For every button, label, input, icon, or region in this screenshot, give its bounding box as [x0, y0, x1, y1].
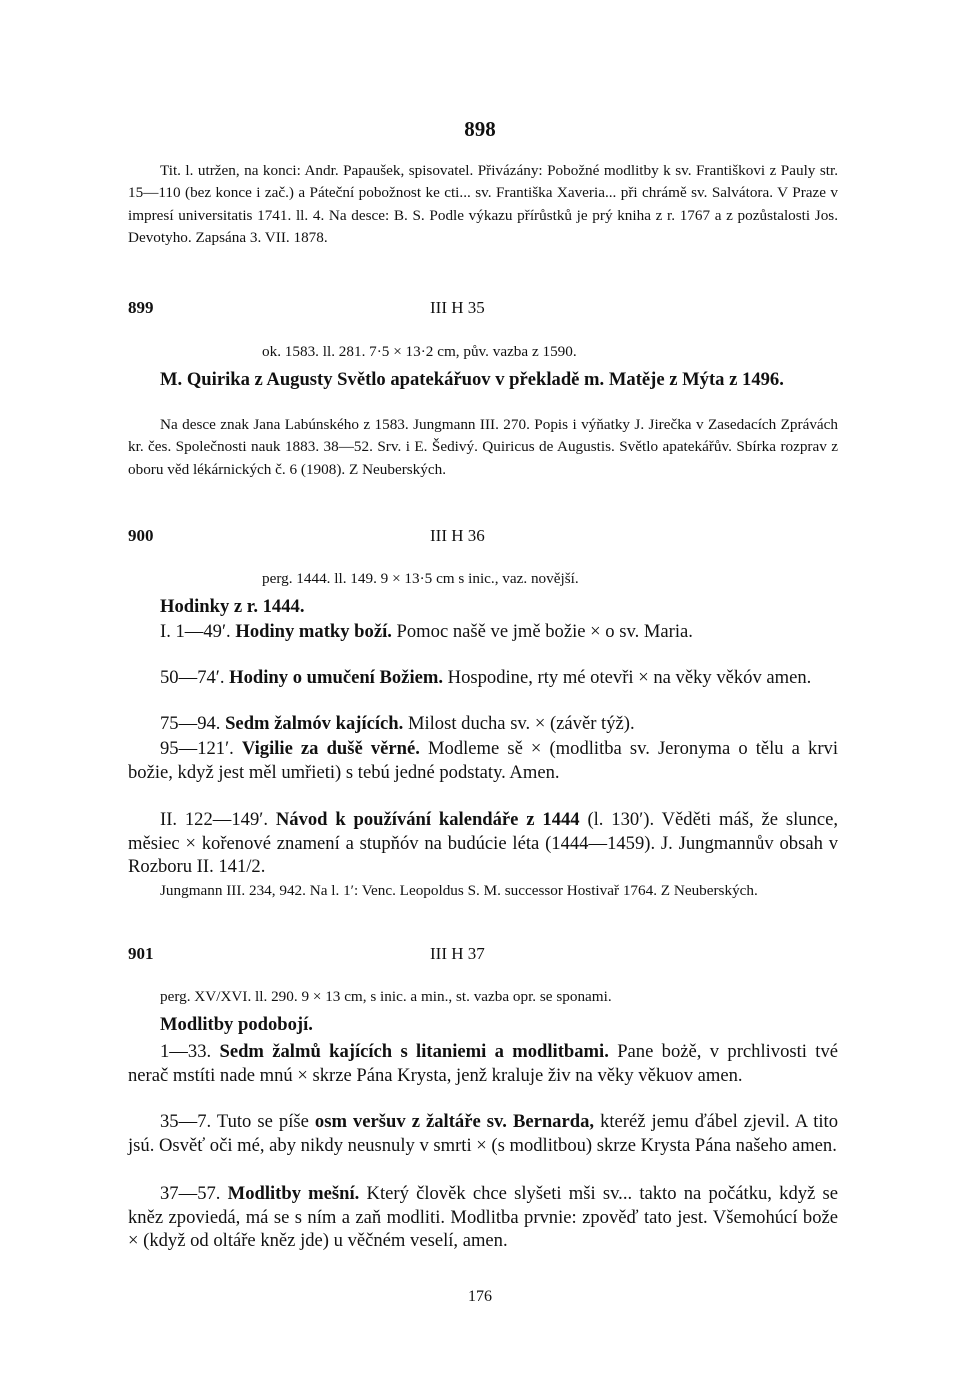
entry-900-signature: III H 36 [430, 526, 485, 545]
entry-901-item-1 [128, 1040, 838, 1087]
item-heading: Sedm žalmóv kajících. [225, 713, 404, 734]
entry-901-title: Modlitby podobojí. [160, 1014, 313, 1035]
entry-900-item-2 [128, 666, 838, 690]
entry-900-item-5 [128, 808, 838, 879]
item-text: Pomoc našě ve jmě božie × o sv. Maria. [396, 621, 693, 642]
entry-901-signature: III H 37 [430, 944, 485, 963]
item-text: kteréž jemu ďábel zjevil. A tito jsú. Osvěť oči mé, aby nikdy neusnuly v smrti × (s modlitbou) skrze Krysta Pána našeho amen. [128, 1111, 838, 1156]
item-heading: Sedm žalmů kajících s litaniemi a modlitbami. [219, 1041, 609, 1062]
entry-899-title: M. Quirika z Augusty Světlo apatekářuov v překladě m. Matěje z Mýta z 1496. [160, 369, 784, 390]
item-ref: II. 122—149′. [160, 809, 268, 830]
item-ref: 1—33. [160, 1041, 212, 1062]
item-text: Hospodine, rty mé otevři × na věky věkóv amen. [447, 667, 812, 688]
page-number-top: 898 [464, 117, 496, 141]
entry-901-item-3 [128, 1182, 838, 1253]
item-heading: Vigilie za dušě věrné. [241, 738, 420, 759]
page-number-bottom: 176 [468, 1288, 492, 1305]
item-heading: Hodiny matky boží. [235, 621, 392, 642]
item-ref: 75—94. [160, 713, 221, 734]
item-heading: Modlitby mešní. [227, 1183, 360, 1204]
entry-900-title: Hodinky z r. 1444. [160, 596, 305, 617]
entry-901-item-2 [128, 1110, 838, 1157]
item-text: Modleme sě × (modlitba sv. Jeronyma o tělu a krvi božie, když jest měl umřieti) s tebú jedné podstaty. Amen. [128, 738, 838, 783]
item-ref: 95—121′. [160, 738, 234, 759]
item-heading: Hodiny o umučení Božiem. [229, 667, 443, 688]
item-heading: Návod k používání kalendáře z 1444 [275, 809, 580, 830]
item-text: Který člověk chce slyšeti mši sv... takto na počátku, když se kněz zpoviedá, má se s ním a zaň modliti. Modlitba prvnie: zpověď tato jest. Všemohúcí bože × (když od oltáře kněz jde) u věčném veselí, amen. [128, 1183, 838, 1251]
item-ref: 50—74′. [160, 667, 225, 688]
item-text: Milost ducha sv. × (závěr týž). [407, 713, 635, 734]
item-ref: 37—57. [160, 1183, 221, 1204]
item-text: Pane bożě, v prchlivosti tvé nerač mstíti nade mnú × skrze Pána Krysta, jenž kraluje živ na věky věkuov amen. [128, 1041, 838, 1086]
item-heading: osm veršuv z žaltáře sv. Bernarda, [314, 1111, 595, 1132]
item-ref: I. 1—49′. [160, 621, 231, 642]
item-pre: Tuto se píše [216, 1111, 309, 1132]
entry-898-paragraph: Tit. l. utržen, na konci: Andr. Papaušek, spisovatel. Přivázány: Pobožné modlitby k sv. Františkovi z Pauly str. 15—110 (bez konce i zač.) a Páteční pobožnost ke cti... sv. Františka Xaveria... při chrámě sv. Salvátora. V Praze v impresí universitatis 1741. ll. 4. Na desce: B. S. Podle výkazu přírůstků je prý kniha z r. 1767 a z pozůstalosti Jos. Devotyho. Zapsána 3. VII. 1878. [128, 162, 838, 246]
entry-899-note: Na desce znak Jana Labúnského z 1583. Jungmann III. 270. Popis i výňatky J. Jirečka v Zasedacích Zprávách kr. čes. Společnosti nauk 1883. 38—52. Srv. i E. Šedivý. Quiricus de Augustis. Světlo apatekářův. Sbírka rozprav z oboru věd lékárnických č. 6 (1908). Z Neuberských. [128, 416, 838, 478]
entry-900-item-1 [128, 620, 838, 644]
entry-901-physical: perg. XV/XVI. ll. 290. 9 × 13 cm, s inic. a min., st. vazba opr. se sponami. [160, 988, 612, 1005]
entry-900-item-3 [128, 712, 838, 736]
entry-900-item-4 [128, 737, 838, 784]
entry-900-note: Jungmann III. 234, 942. Na l. 1′: Venc. Leopoldus S. M. successor Hostivař 1764. Z Neuberských. [160, 882, 758, 899]
entry-900-physical: perg. 1444. ll. 149. 9 × 13·5 cm s inic., vaz. novější. [262, 570, 579, 587]
entry-899-number: 899 [128, 298, 154, 317]
item-text: (l. 130′). Věděti máš, že slunce, měsiec × kořenové znamení a stupňóv na budúcie léta (1444—1459). J. Jungmannův obsah v Rozboru II. 141/2. [128, 809, 838, 877]
entry-899-physical: ok. 1583. ll. 281. 7·5 × 13·2 cm, pův. vazba z 1590. [262, 343, 577, 360]
entry-900-number: 900 [128, 526, 154, 545]
item-ref: 35—7. [160, 1111, 212, 1132]
entry-901-number: 901 [128, 944, 154, 963]
entry-899-signature: III H 35 [430, 298, 485, 317]
